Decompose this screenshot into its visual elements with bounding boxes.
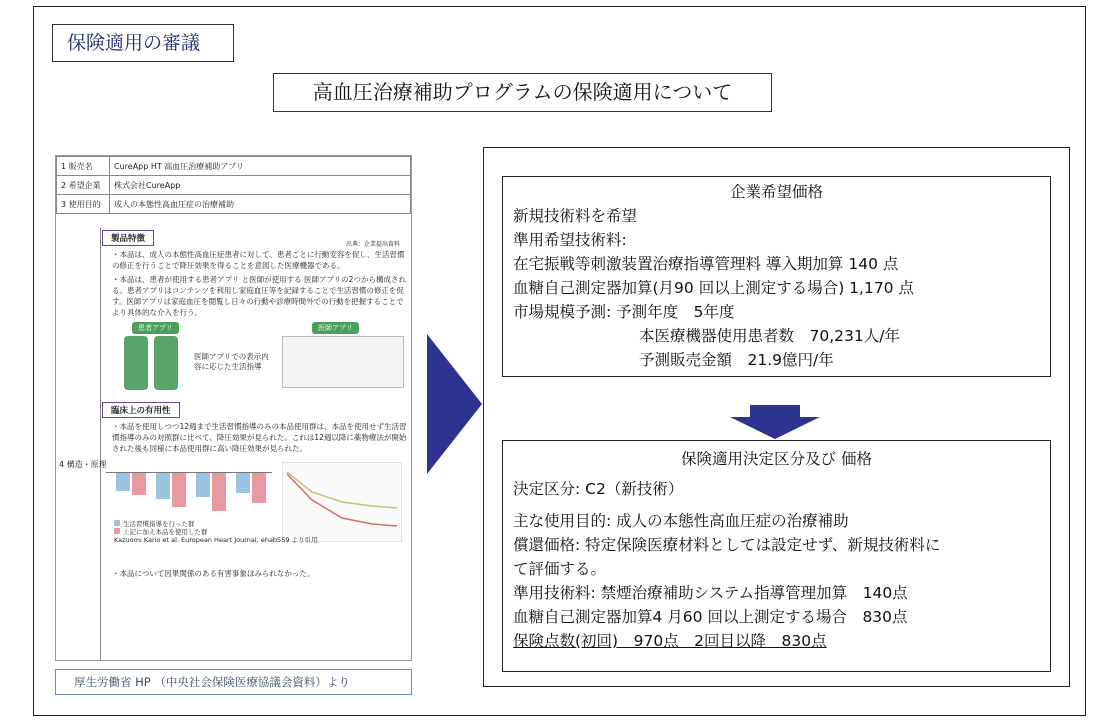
legend-item: 上記に加え本品を使用した群	[114, 528, 318, 536]
box-line: 新規技術料を希望	[513, 207, 638, 225]
section-tag: 保険適用の審議	[52, 24, 234, 62]
row-key: 3 使用目的	[57, 195, 110, 214]
source-note: 出典：企業提出資料	[345, 241, 400, 248]
chart-bar	[196, 473, 210, 497]
chart-legend	[114, 520, 318, 544]
row-value: 成人の本態性高血圧症の治療補助	[110, 195, 411, 214]
clinical-heading: 臨床上の有用性	[102, 402, 180, 418]
chart-bar	[116, 473, 130, 491]
box-title: 企業希望価格	[729, 183, 823, 201]
chart-bar	[212, 473, 226, 511]
chart-bar	[132, 473, 146, 495]
phone-image	[154, 336, 178, 390]
table-row	[57, 157, 411, 176]
chart-bar	[156, 473, 170, 499]
source-caption: 厚生労働省 HP （中央社会保険医療協議会資料）より	[55, 669, 412, 695]
box-line: 本医療機器使用患者数 70,231人/年	[639, 327, 900, 345]
legend-item: 生活習慣指導を行った群	[114, 520, 318, 528]
clinical-paragraph: ・本品を使用しつつ12週まで生活習慣指導のみの本品使用群は、本品を使用せず生活習慣指導のみの対照群に比べて、降圧効果が見られた。これは12週以降に薬物療法が開始された後も同様に本品使用群に高い降圧効果が見られた。	[112, 422, 407, 453]
feature-paragraph: ・本品は、患者が使用する患者アプリ と医師が使用する 医師アプリの2つから構成される。患者アプリはコンテンツを利用し家庭血圧等を記録することで生活習慣の修正を促す。医師アプリは家庭血圧を閲覧し日々の行動や診療時間外での行動を把握することでより具体的な介入を行う。	[112, 275, 406, 317]
feature-paragraph: ・本品は、成人の本態性高血圧症患者に対して、患者ごとに行動変容を促し、生活習慣の修正を行うことで降圧効果を得ることを意図した医療機器である。	[112, 250, 405, 270]
column-divider	[100, 228, 101, 660]
box-line: 在宅振戦等刺激装置治療指導管理料 導入期加算 140 点	[513, 255, 899, 273]
table-row	[57, 195, 411, 214]
chart-bar	[236, 473, 250, 493]
box-line: 予測販売金額 21.9億円/年	[639, 351, 834, 369]
box-line: 血糖自己測定器加算4 月60 回以上測定する場合 830点	[513, 608, 908, 626]
row-key: 2 希望企業	[57, 176, 110, 195]
table-row	[57, 176, 411, 195]
phone-image	[124, 336, 148, 390]
feature-section	[102, 230, 408, 660]
features-heading: 製品特徴	[102, 230, 154, 246]
box-line: 血糖自己測定器加算(月90 回以上測定する場合) 1,170 点	[513, 279, 914, 297]
slide-title: 高血圧治療補助プログラムの保険適用について	[273, 73, 772, 112]
info-table	[56, 156, 411, 214]
box-title: 保険適用決定区分及び 価格	[681, 450, 872, 468]
chart-bar	[252, 473, 266, 503]
row-key-structure: 4 構造・原理	[59, 460, 107, 469]
patient-app-label: 患者アプリ	[132, 322, 179, 334]
doctor-app-label: 医師アプリ	[312, 322, 359, 334]
box-line: て評価する。	[513, 560, 607, 578]
box-line: 準用希望技術料:	[513, 231, 627, 249]
box-line: 決定区分: C2（新技術）	[513, 480, 684, 498]
citation: Kazuomi Kario et al. European Heart Journal, ehab559 より引用	[114, 536, 318, 544]
document-excerpt	[55, 155, 412, 661]
chart-bar	[172, 473, 186, 507]
requested-price-box	[502, 176, 1051, 377]
box-line: 保険点数(初回) 970点 2回目以降 830点	[513, 632, 827, 650]
row-value: 株式会社CureApp	[110, 176, 411, 195]
box-line: 市場規模予測: 予測年度 5年度	[513, 303, 735, 321]
decided-price-box	[502, 440, 1051, 672]
row-value: CureApp HT 高血圧治療補助アプリ	[110, 157, 411, 176]
results-chart	[102, 458, 408, 568]
doctor-note: 医師アプリでの表示内容に応じた生活指導	[194, 352, 269, 371]
safety-paragraph: ・本品について因果関係のある有害事象はみられなかった。	[112, 569, 315, 578]
box-line: 主な使用目的: 成人の本態性高血圧症の治療補助	[513, 512, 849, 530]
box-line: 償還価格: 特定保険医療材料としては設定せず、新規技術料に	[513, 536, 941, 554]
monitor-image	[282, 336, 404, 388]
box-line: 準用技術料: 禁煙治療補助システム指導管理加算 140点	[513, 584, 908, 602]
row-key: 1 販売名	[57, 157, 110, 176]
app-illustration	[102, 322, 408, 402]
arrow-right-icon	[427, 334, 482, 474]
